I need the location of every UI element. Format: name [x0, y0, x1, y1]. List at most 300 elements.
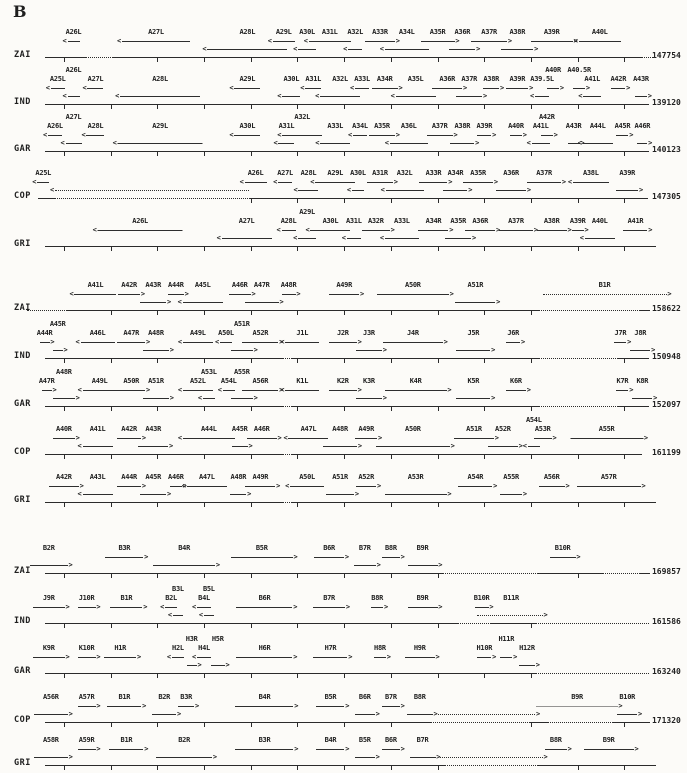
genome-position: 140123 — [651, 144, 681, 154]
gene-arrow — [140, 302, 166, 303]
gene-label: A46R — [634, 122, 651, 130]
gene-label: A49R — [252, 473, 269, 481]
strain-row — [0, 585, 687, 631]
scale-tick — [391, 407, 392, 411]
gene-arrow — [33, 657, 65, 658]
gene-arrow — [118, 294, 140, 295]
gene-label: A44R — [121, 473, 137, 481]
baseline-segment — [618, 358, 649, 359]
gene-arrow — [396, 96, 436, 97]
scale-tick — [344, 574, 345, 578]
gene-arrow — [143, 398, 169, 399]
gene-label: A36R — [472, 217, 489, 225]
gene-label: A52R — [358, 473, 374, 481]
gene-arrow — [74, 294, 116, 295]
scale-tick — [344, 503, 345, 507]
gene-arrow — [109, 749, 143, 750]
strain-row — [0, 635, 687, 681]
scale-tick — [578, 152, 579, 156]
gene-label: A48R — [148, 329, 164, 337]
gene-label: A31L — [345, 217, 362, 225]
strain-label: GRI — [14, 758, 31, 768]
genome-position: 169857 — [651, 566, 681, 576]
scale-tick — [297, 503, 298, 507]
baseline-dotted-segment — [538, 310, 640, 311]
strain-label: COP — [14, 715, 31, 725]
scale-tick — [344, 766, 345, 770]
strain-label: IND — [14, 97, 31, 107]
gene-label: A44L — [201, 425, 217, 433]
gene-label: A25L — [35, 169, 52, 177]
gene-label: B7R — [323, 594, 335, 602]
gene-arrow — [407, 714, 433, 715]
gene-arrow — [541, 135, 553, 136]
gene-label: A51R — [233, 320, 250, 328]
gene-label: A47L — [300, 425, 317, 433]
gene-label: A30L — [322, 217, 339, 225]
gene-arrow — [48, 135, 62, 136]
baseline-segment — [640, 573, 650, 574]
scale-tick — [64, 766, 65, 770]
gene-arrow — [445, 238, 471, 239]
baseline-dotted-segment — [282, 358, 292, 359]
baseline-dotted-segment — [55, 198, 250, 199]
gene-label: B6R — [385, 736, 397, 744]
gene-arrow — [83, 390, 117, 391]
gene-arrow — [83, 446, 113, 447]
scale-tick — [111, 359, 112, 363]
scale-tick — [111, 105, 112, 109]
gene-arrow — [105, 557, 143, 558]
baseline-segment — [45, 765, 445, 766]
scale-tick — [157, 359, 158, 363]
gene-arrow — [454, 438, 494, 439]
gene-label: A37R — [481, 28, 497, 36]
gene-label: A52L — [190, 377, 206, 385]
gene-label: A28L — [300, 169, 317, 177]
gene-label: A57R — [78, 693, 95, 701]
gene-label: A48R — [56, 368, 72, 376]
gene-arrow — [117, 342, 145, 343]
gene-label: H8R — [374, 644, 386, 652]
scale-tick — [204, 766, 205, 770]
gene-label: A26L — [65, 66, 82, 74]
gene-arrow — [630, 350, 650, 351]
scale-tick — [297, 766, 298, 770]
baseline-dotted-segment — [538, 358, 618, 359]
scale-tick — [111, 407, 112, 411]
gene-label: A45R — [231, 425, 248, 433]
scale-tick — [111, 455, 112, 459]
gene-arrow — [539, 486, 565, 487]
gene-label: B10R — [619, 693, 636, 701]
baseline-segment — [45, 502, 282, 503]
gene-label: A33R — [372, 28, 388, 36]
gene-label: H2L — [172, 644, 184, 652]
gene-arrow — [282, 230, 296, 231]
strain-label: IND — [14, 616, 31, 626]
gene-label: A47L — [198, 473, 215, 481]
gene-label: B9R — [416, 544, 429, 552]
gene-label: A30L — [350, 169, 366, 177]
baseline-segment — [45, 104, 649, 105]
scale-tick — [64, 674, 65, 678]
scale-tick — [64, 455, 65, 459]
gene-arrow — [316, 749, 344, 750]
gene-arrow — [220, 342, 232, 343]
gene-label: A41L — [584, 75, 601, 83]
gene-label: K6R — [510, 377, 522, 385]
gene-label: H12R — [519, 644, 535, 652]
gene-arrow — [282, 135, 322, 136]
scale-tick — [251, 359, 252, 363]
gene-arrow — [455, 302, 495, 303]
gene-arrow — [234, 135, 260, 136]
gene-arrow — [282, 294, 296, 295]
gene-label: A54L — [525, 416, 542, 424]
gene-label: K4R — [409, 377, 422, 385]
gene-arrow — [183, 438, 235, 439]
gene-arrow — [207, 49, 287, 50]
gene-label: B2R — [42, 544, 55, 552]
gene-label: A36R — [439, 75, 456, 83]
strain-label: GRI — [14, 495, 31, 505]
strain-label: ZAI — [14, 566, 31, 576]
gene-arrow — [49, 486, 79, 487]
gene-label: K9R — [42, 644, 55, 652]
gene-arrow — [488, 446, 518, 447]
gene-label: B5R — [324, 693, 337, 701]
gene-label: H11R — [498, 635, 515, 643]
gene-arrow — [33, 607, 65, 608]
strain-row — [0, 368, 687, 414]
gene-arrow — [78, 749, 96, 750]
gene-arrow — [534, 438, 552, 439]
gene-arrow — [371, 607, 383, 608]
gene-label: B6R — [323, 544, 335, 552]
gene-label: A29L — [299, 208, 315, 216]
scale-tick — [111, 674, 112, 678]
gene-arrow — [230, 494, 246, 495]
scale-tick — [297, 455, 298, 459]
gene-arrow — [496, 190, 526, 191]
gene-arrow — [165, 607, 177, 608]
scale-tick — [438, 674, 439, 678]
gene-label: A42R — [56, 473, 72, 481]
gene-arrow — [369, 135, 395, 136]
scale-tick — [344, 624, 345, 628]
scale-tick — [484, 58, 485, 62]
strain-label: IND — [14, 351, 31, 361]
gene-arrow — [385, 494, 447, 495]
gene-label: A47R — [38, 377, 55, 385]
scale-tick — [111, 503, 112, 507]
genome-position: 139120 — [651, 97, 681, 107]
scale-tick — [64, 359, 65, 363]
gene-arrow — [152, 714, 176, 715]
gene-arrow — [236, 607, 292, 608]
gene-arrow — [86, 135, 104, 136]
gene-arrow — [583, 143, 613, 144]
gene-label: A38R — [483, 75, 500, 83]
scale-tick — [251, 58, 252, 62]
gene-arrow — [537, 706, 618, 707]
gene-label: B6R — [358, 693, 371, 701]
scale-tick — [204, 58, 205, 62]
scale-tick — [297, 105, 298, 109]
gene-arrow — [298, 49, 316, 50]
scale-tick — [297, 359, 298, 363]
gene-label: A45R — [145, 473, 162, 481]
gene-label: A51R — [466, 425, 482, 433]
scale-tick — [204, 455, 205, 459]
gene-label: A37R — [536, 169, 552, 177]
scale-tick — [344, 407, 345, 411]
gene-arrow — [543, 294, 667, 295]
gene-label: A37R — [508, 217, 524, 225]
gene-label: B11R — [503, 594, 519, 602]
scale-tick — [204, 359, 205, 363]
gene-arrow — [183, 342, 213, 343]
gene-arrow — [418, 230, 448, 231]
gene-arrow — [483, 88, 499, 89]
gene-label: A31R — [372, 169, 388, 177]
scale-tick — [204, 247, 205, 251]
gene-label: A26L — [65, 28, 82, 36]
strain-row — [0, 272, 687, 318]
gene-arrow — [537, 230, 567, 231]
scale-tick — [531, 455, 532, 459]
strain-row — [0, 535, 687, 581]
gene-arrow — [617, 714, 637, 715]
gene-label: B7R — [358, 544, 371, 552]
gene-label: A26L — [247, 169, 264, 177]
gene-label: J10R — [78, 594, 95, 602]
scale-tick — [157, 624, 158, 628]
gene-label: A34R — [447, 169, 464, 177]
baseline-segment — [250, 198, 648, 199]
gene-arrow — [235, 706, 293, 707]
gene-label: B5R — [358, 736, 371, 744]
gene-label: A51R — [148, 377, 164, 385]
gene-arrow — [298, 190, 318, 191]
gene-label: A32L — [347, 28, 364, 36]
gene-arrow — [347, 238, 361, 239]
gene-label: B8R — [385, 544, 397, 552]
genome-position: 161586 — [651, 616, 681, 626]
scale-tick — [64, 407, 65, 411]
gene-arrow — [432, 88, 462, 89]
baseline-segment — [530, 722, 549, 723]
baseline-dotted-segment — [85, 57, 112, 58]
baseline-dotted-segment — [538, 406, 618, 407]
scale-tick — [624, 105, 625, 109]
scale-tick — [251, 574, 252, 578]
gene-arrow — [104, 657, 136, 658]
scale-tick — [157, 105, 158, 109]
gene-label: A43R — [633, 75, 649, 83]
gene-label: J6R — [507, 329, 520, 337]
gene-label: A38R — [509, 28, 526, 36]
scale-tick — [531, 247, 532, 251]
gene-label: B8R — [371, 594, 384, 602]
gene-arrow — [156, 757, 212, 758]
gene-arrow — [501, 49, 533, 50]
gene-label: B4R — [258, 693, 271, 701]
gene-arrow — [506, 88, 528, 89]
gene-label: A40L — [591, 28, 608, 36]
scale-tick — [297, 407, 298, 411]
scale-tick — [251, 105, 252, 109]
scale-tick — [624, 247, 625, 251]
gene-label: H1R — [114, 644, 127, 652]
gene-arrow — [632, 398, 652, 399]
scale-tick — [438, 247, 439, 251]
gene-arrow — [242, 342, 278, 343]
scale-tick — [438, 152, 439, 156]
gene-arrow — [356, 350, 382, 351]
strain-label: GAR — [14, 666, 31, 676]
scale-tick — [251, 247, 252, 251]
gene-arrow — [372, 88, 398, 89]
gene-arrow — [532, 143, 550, 144]
gene-label: B3R — [258, 736, 271, 744]
scale-tick — [111, 624, 112, 628]
gene-label: A38R — [543, 217, 560, 225]
gene-arrow — [278, 182, 292, 183]
gene-arrow — [278, 143, 294, 144]
genome-position: 152097 — [651, 399, 681, 409]
genome-position: 147305 — [651, 191, 681, 201]
gene-arrow — [178, 706, 194, 707]
baseline-segment — [38, 198, 55, 199]
gene-arrow — [456, 350, 490, 351]
strain-row — [0, 113, 687, 159]
scale-tick — [297, 574, 298, 578]
gene-arrow — [290, 486, 324, 487]
gene-label: A48R — [280, 281, 297, 289]
baseline-segment — [618, 406, 649, 407]
gene-arrow — [173, 615, 183, 616]
scale-tick — [438, 455, 439, 459]
gene-arrow — [98, 230, 183, 231]
strain-label: COP — [14, 447, 31, 457]
gene-label: A39R — [509, 75, 526, 83]
gene-arrow — [356, 486, 376, 487]
scale-tick — [578, 574, 579, 578]
gene-label: A56R — [543, 473, 560, 481]
gene-label: A53L — [201, 368, 217, 376]
baseline-dotted-segment — [444, 765, 537, 766]
scale-tick — [251, 152, 252, 156]
gene-arrow — [313, 657, 347, 658]
gene-label: A42R — [610, 75, 627, 83]
gene-arrow — [242, 390, 278, 391]
gene-label: A57R — [600, 473, 617, 481]
gene-label: B4L — [198, 594, 210, 602]
scale-tick — [204, 674, 205, 678]
gene-label: A35R — [450, 217, 467, 225]
gene-arrow — [471, 41, 507, 42]
gene-label: A54R — [467, 473, 484, 481]
baseline-segment — [45, 406, 282, 407]
scale-tick — [624, 407, 625, 411]
gene-label: K5R — [467, 377, 480, 385]
gene-label: A25L — [49, 75, 66, 83]
gene-label: A26L — [47, 122, 63, 130]
gene-label: B2R — [158, 693, 171, 701]
scale-tick — [438, 766, 439, 770]
gene-arrow — [231, 350, 253, 351]
scale-tick — [531, 105, 532, 109]
gene-label: A34L — [352, 122, 368, 130]
gene-label: K3R — [363, 377, 375, 385]
gene-arrow — [353, 135, 367, 136]
gene-label: A34R — [425, 217, 442, 225]
baseline-segment — [67, 310, 538, 311]
scale-tick — [531, 674, 532, 678]
gene-label: A32L — [294, 113, 311, 121]
gene-arrow — [314, 557, 344, 558]
scale-tick — [391, 311, 392, 315]
gene-arrow — [203, 398, 215, 399]
baseline-segment — [292, 502, 656, 503]
gene-arrow — [616, 390, 628, 391]
scale-tick — [578, 766, 579, 770]
gene-label: A38R — [454, 122, 471, 130]
gene-label: A41L — [87, 281, 104, 289]
gene-label: K8R — [636, 377, 649, 385]
baseline-dotted-segment — [536, 623, 649, 624]
gene-arrow — [118, 143, 203, 144]
gene-label: K1L — [296, 377, 309, 385]
gene-arrow — [579, 41, 621, 42]
genome-position: 163240 — [651, 666, 681, 676]
gene-arrow — [499, 230, 533, 231]
gene-arrow — [245, 486, 275, 487]
gene-label: A26L — [132, 217, 148, 225]
strain-row — [0, 19, 687, 65]
gene-arrow — [386, 190, 424, 191]
gene-arrow — [223, 390, 235, 391]
gene-arrow — [531, 41, 573, 42]
gene-arrow — [83, 494, 113, 495]
scale-tick — [531, 58, 532, 62]
gene-label: A36R — [503, 169, 519, 177]
gene-label: K2R — [336, 377, 349, 385]
gene-label: B1R — [598, 281, 611, 289]
gene-label: A46R — [168, 473, 184, 481]
gene-label: A59R — [78, 736, 95, 744]
baseline-segment — [113, 57, 642, 58]
gene-label: B8R — [549, 736, 562, 744]
gene-arrow — [385, 390, 447, 391]
gene-arrow — [329, 294, 359, 295]
gene-label: A41L — [89, 425, 106, 433]
genome-position: 150948 — [651, 351, 681, 361]
gene-label: J1L — [296, 329, 309, 337]
gene-arrow — [153, 565, 215, 566]
scale-tick — [578, 247, 579, 251]
gene-arrow — [572, 230, 584, 231]
gene-arrow — [313, 607, 345, 608]
gene-arrow — [421, 41, 455, 42]
gene-arrow — [305, 88, 321, 89]
gene-label: A31L — [278, 122, 295, 130]
gene-label: A27L — [65, 113, 82, 121]
gene-arrow — [187, 665, 197, 666]
gene-label: B7R — [416, 736, 429, 744]
